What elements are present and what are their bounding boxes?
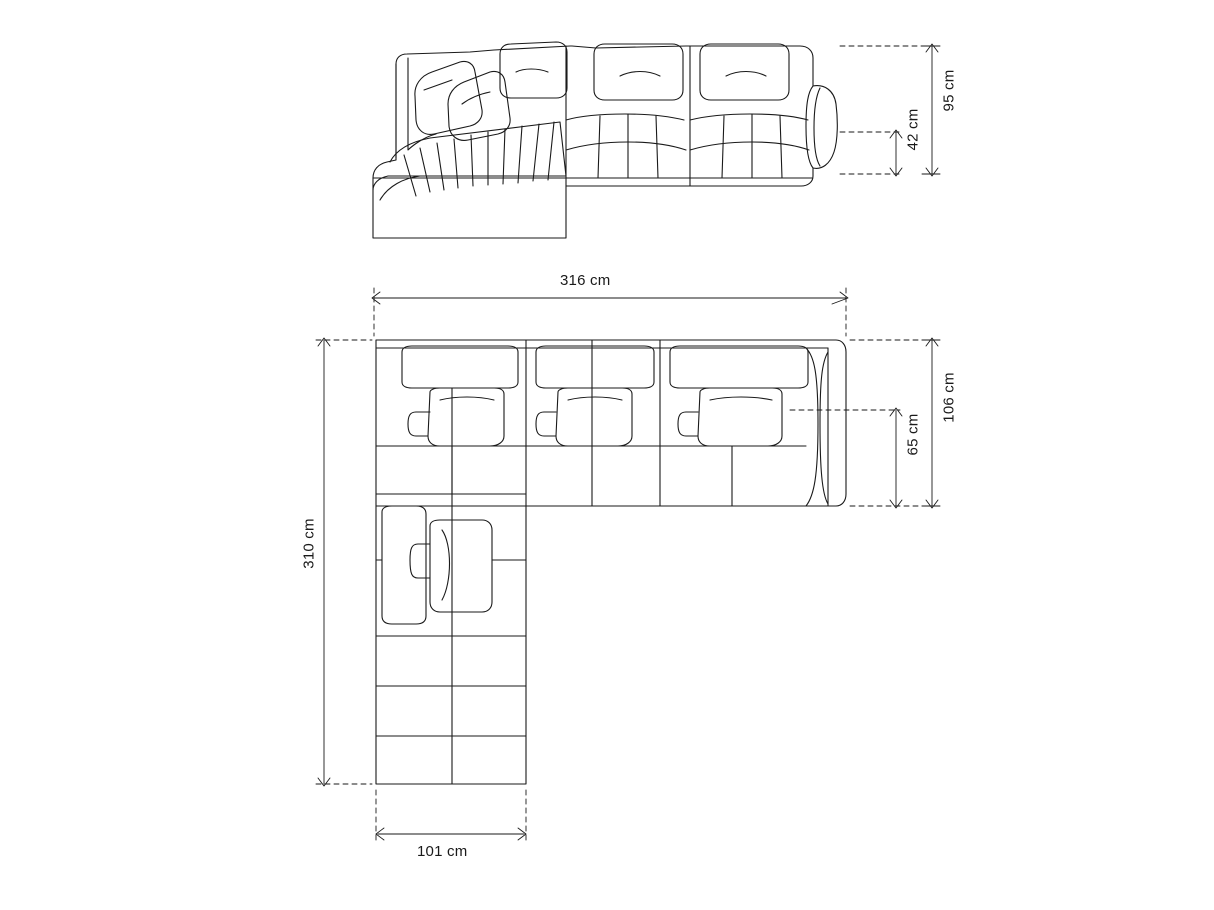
top-plan-view — [376, 340, 846, 784]
label-plan-chaise-width: 101 cm — [417, 843, 468, 860]
label-elevation-total-height: 95 cm — [940, 69, 958, 112]
label-plan-total-depth: 310 cm — [300, 518, 318, 569]
label-plan-module-depth: 106 cm — [940, 372, 958, 423]
label-plan-seat-depth: 65 cm — [904, 413, 922, 456]
front-elevation-view — [373, 42, 837, 238]
elevation-dimensions — [840, 44, 940, 176]
label-plan-total-width: 316 cm — [560, 272, 611, 289]
label-elevation-seat-height: 42 cm — [904, 108, 922, 151]
